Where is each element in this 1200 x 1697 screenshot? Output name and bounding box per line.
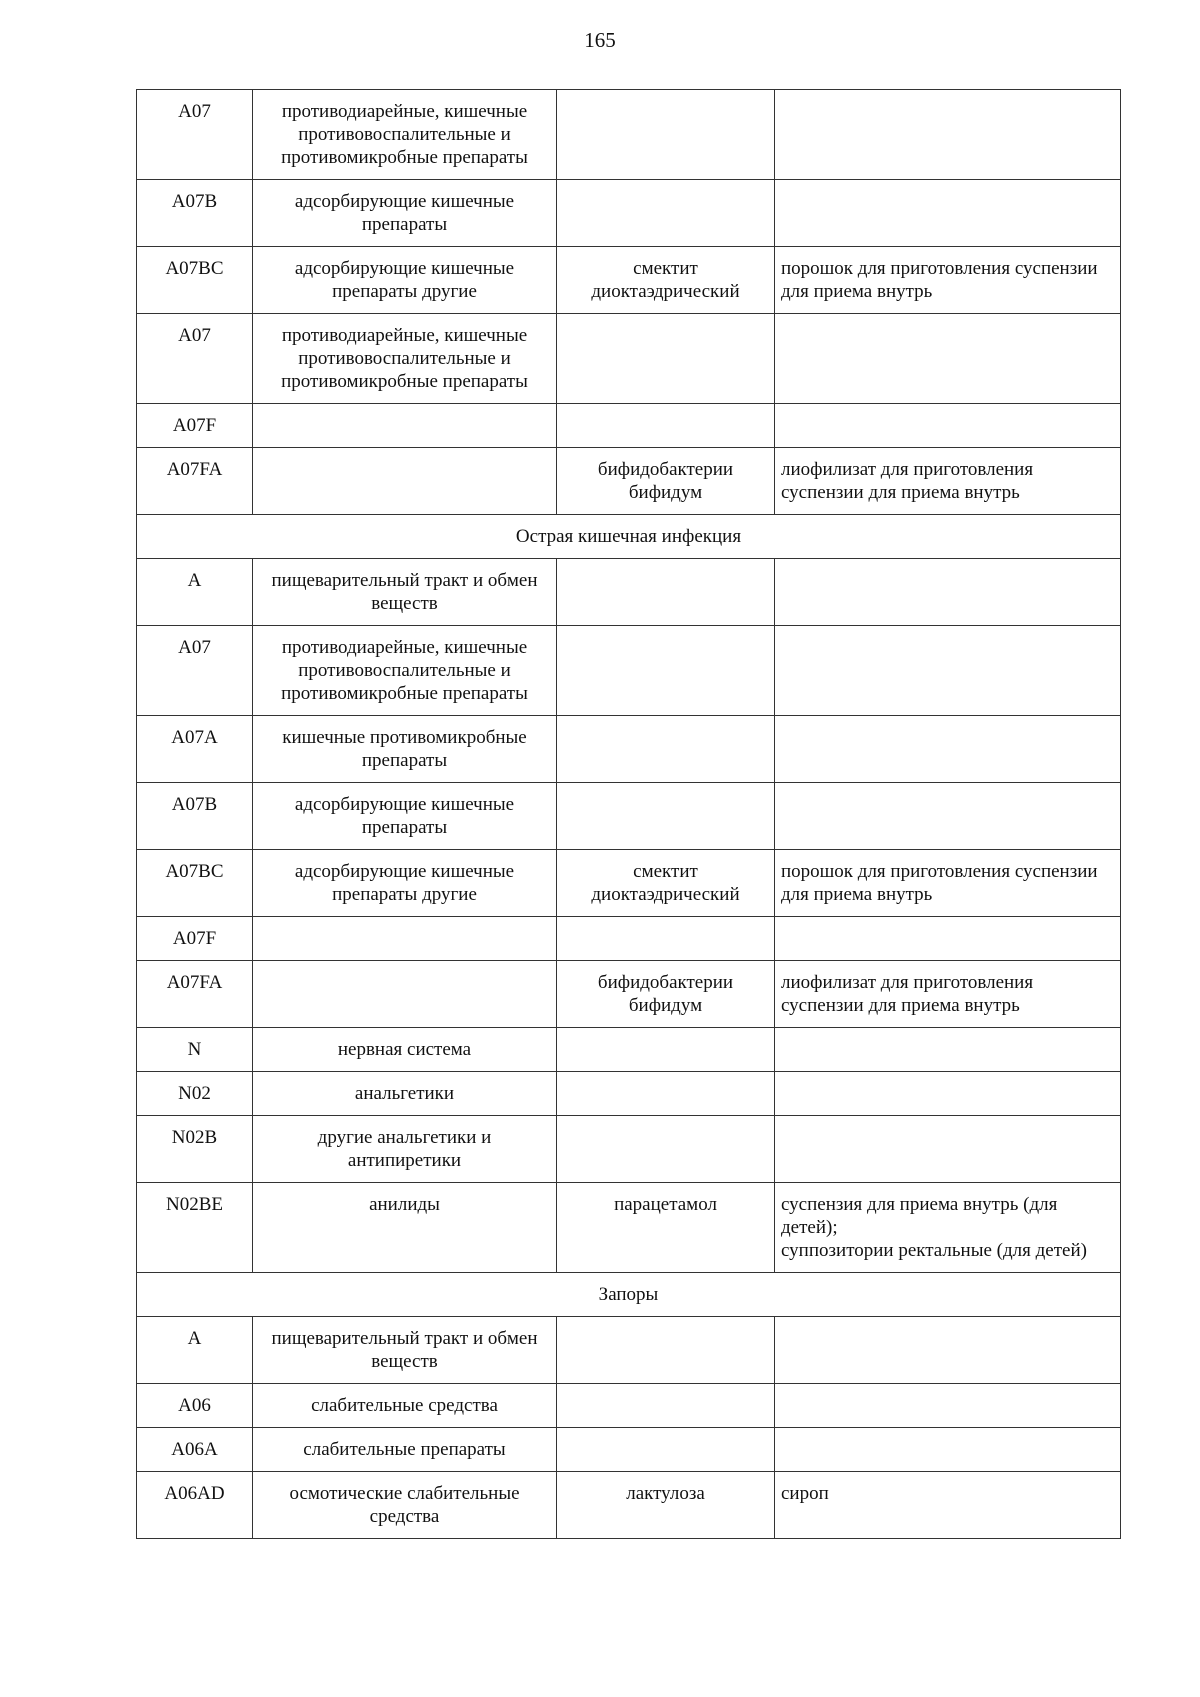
dosage-form-cell	[775, 626, 1121, 716]
table-row	[137, 716, 1121, 783]
dosage-form-cell	[775, 1116, 1121, 1183]
inn-cell	[557, 1384, 775, 1428]
atc-code-cell: А07ВС	[137, 247, 253, 314]
inn-cell	[557, 559, 775, 626]
group-name-cell: пищеварительный тракт и обмен веществ	[253, 559, 557, 626]
table-row	[137, 850, 1121, 917]
atc-code-cell: А07	[137, 90, 253, 180]
group-name-cell: анилиды	[253, 1183, 557, 1273]
atc-code-cell: А07F	[137, 404, 253, 448]
dosage-form-cell	[775, 559, 1121, 626]
table-row	[137, 247, 1121, 314]
atc-code-cell: А	[137, 1317, 253, 1384]
inn-cell: парацетамол	[557, 1183, 775, 1273]
dosage-form-cell	[775, 1384, 1121, 1428]
inn-cell	[557, 626, 775, 716]
page-number: 165	[584, 28, 616, 52]
table-row	[137, 783, 1121, 850]
dosage-form-cell	[775, 716, 1121, 783]
atc-code-cell: А07FA	[137, 961, 253, 1028]
group-name-cell	[253, 917, 557, 961]
atc-code-cell: А06А	[137, 1428, 253, 1472]
dosage-form-cell	[775, 404, 1121, 448]
dosage-form-cell	[775, 90, 1121, 180]
inn-cell: бифидобактерии бифидум	[557, 448, 775, 515]
inn-cell	[557, 917, 775, 961]
section-row	[137, 515, 1121, 559]
table-row	[137, 448, 1121, 515]
atc-code-cell: А07А	[137, 716, 253, 783]
dosage-form-cell	[775, 314, 1121, 404]
dosage-form-cell: сироп	[775, 1472, 1121, 1539]
inn-cell	[557, 314, 775, 404]
inn-cell	[557, 1317, 775, 1384]
group-name-cell: другие анальгетики и антипиретики	[253, 1116, 557, 1183]
dosage-form-cell	[775, 1317, 1121, 1384]
group-name-cell: слабительные препараты	[253, 1428, 557, 1472]
inn-cell: смектит диоктаэдрический	[557, 850, 775, 917]
table-row	[137, 1428, 1121, 1472]
dosage-form-cell	[775, 1028, 1121, 1072]
atc-code-cell: N02BE	[137, 1183, 253, 1273]
section-title: Острая кишечная инфекция	[137, 515, 1121, 559]
dosage-form-cell: порошок для приготовления суспензии для приема внутрь	[775, 850, 1121, 917]
dosage-form-cell	[775, 1072, 1121, 1116]
table-row	[137, 961, 1121, 1028]
group-name-cell: пищеварительный тракт и обмен веществ	[253, 1317, 557, 1384]
atc-code-cell: А	[137, 559, 253, 626]
atc-code-cell: А07ВС	[137, 850, 253, 917]
inn-cell	[557, 1428, 775, 1472]
dosage-form-cell	[775, 1428, 1121, 1472]
table-row	[137, 1072, 1121, 1116]
group-name-cell: адсорбирующие кишечные препараты другие	[253, 247, 557, 314]
table-row	[137, 1028, 1121, 1072]
table-row	[137, 626, 1121, 716]
section-row	[137, 1273, 1121, 1317]
inn-cell: бифидобактерии бифидум	[557, 961, 775, 1028]
group-name-cell: слабительные средства	[253, 1384, 557, 1428]
inn-cell	[557, 1072, 775, 1116]
group-name-cell: адсорбирующие кишечные препараты	[253, 783, 557, 850]
inn-cell	[557, 716, 775, 783]
section-title: Запоры	[137, 1273, 1121, 1317]
group-name-cell: кишечные противомикробные препараты	[253, 716, 557, 783]
table-row	[137, 917, 1121, 961]
table-row	[137, 90, 1121, 180]
table-row	[137, 404, 1121, 448]
dosage-form-cell: лиофилизат для приготовления суспензии для приема внутрь	[775, 448, 1121, 515]
dosage-form-cell: суспензия для приема внутрь (для детей); суппозитории ректальные (для детей)	[775, 1183, 1121, 1273]
inn-cell	[557, 404, 775, 448]
dosage-form-cell	[775, 783, 1121, 850]
inn-cell	[557, 180, 775, 247]
table-body	[137, 90, 1121, 1539]
atc-code-cell: N02	[137, 1072, 253, 1116]
atc-code-cell: А07F	[137, 917, 253, 961]
atc-code-cell: А07В	[137, 180, 253, 247]
group-name-cell: анальгетики	[253, 1072, 557, 1116]
inn-cell	[557, 1028, 775, 1072]
table-row	[137, 180, 1121, 247]
table-row	[137, 1384, 1121, 1428]
dosage-form-cell: порошок для приготовления суспензии для приема внутрь	[775, 247, 1121, 314]
inn-cell: лактулоза	[557, 1472, 775, 1539]
table-row	[137, 1183, 1121, 1273]
group-name-cell: противодиарейные, кишечные противовоспалительные и противомикробные препараты	[253, 626, 557, 716]
group-name-cell: адсорбирующие кишечные препараты другие	[253, 850, 557, 917]
inn-cell: смектит диоктаэдрический	[557, 247, 775, 314]
inn-cell	[557, 783, 775, 850]
dosage-form-cell	[775, 180, 1121, 247]
atc-code-cell: А07В	[137, 783, 253, 850]
atc-code-cell: А07	[137, 314, 253, 404]
inn-cell	[557, 1116, 775, 1183]
table-row	[137, 1317, 1121, 1384]
group-name-cell: противодиарейные, кишечные противовоспалительные и противомикробные препараты	[253, 314, 557, 404]
dosage-form-cell	[775, 917, 1121, 961]
group-name-cell: осмотические слабительные средства	[253, 1472, 557, 1539]
atc-code-cell: А07	[137, 626, 253, 716]
drug-table	[136, 89, 1121, 1539]
group-name-cell: адсорбирующие кишечные препараты	[253, 180, 557, 247]
dosage-form-cell: лиофилизат для приготовления суспензии для приема внутрь	[775, 961, 1121, 1028]
table-row	[137, 1472, 1121, 1539]
table-row	[137, 314, 1121, 404]
inn-cell	[557, 90, 775, 180]
group-name-cell	[253, 404, 557, 448]
table-row	[137, 559, 1121, 626]
group-name-cell: нервная система	[253, 1028, 557, 1072]
atc-code-cell: А07FA	[137, 448, 253, 515]
group-name-cell	[253, 448, 557, 515]
atc-code-cell: А06	[137, 1384, 253, 1428]
table-row	[137, 1116, 1121, 1183]
group-name-cell	[253, 961, 557, 1028]
atc-code-cell: N02B	[137, 1116, 253, 1183]
atc-code-cell: N	[137, 1028, 253, 1072]
atc-code-cell: А06AD	[137, 1472, 253, 1539]
group-name-cell: противодиарейные, кишечные противовоспалительные и противомикробные препараты	[253, 90, 557, 180]
